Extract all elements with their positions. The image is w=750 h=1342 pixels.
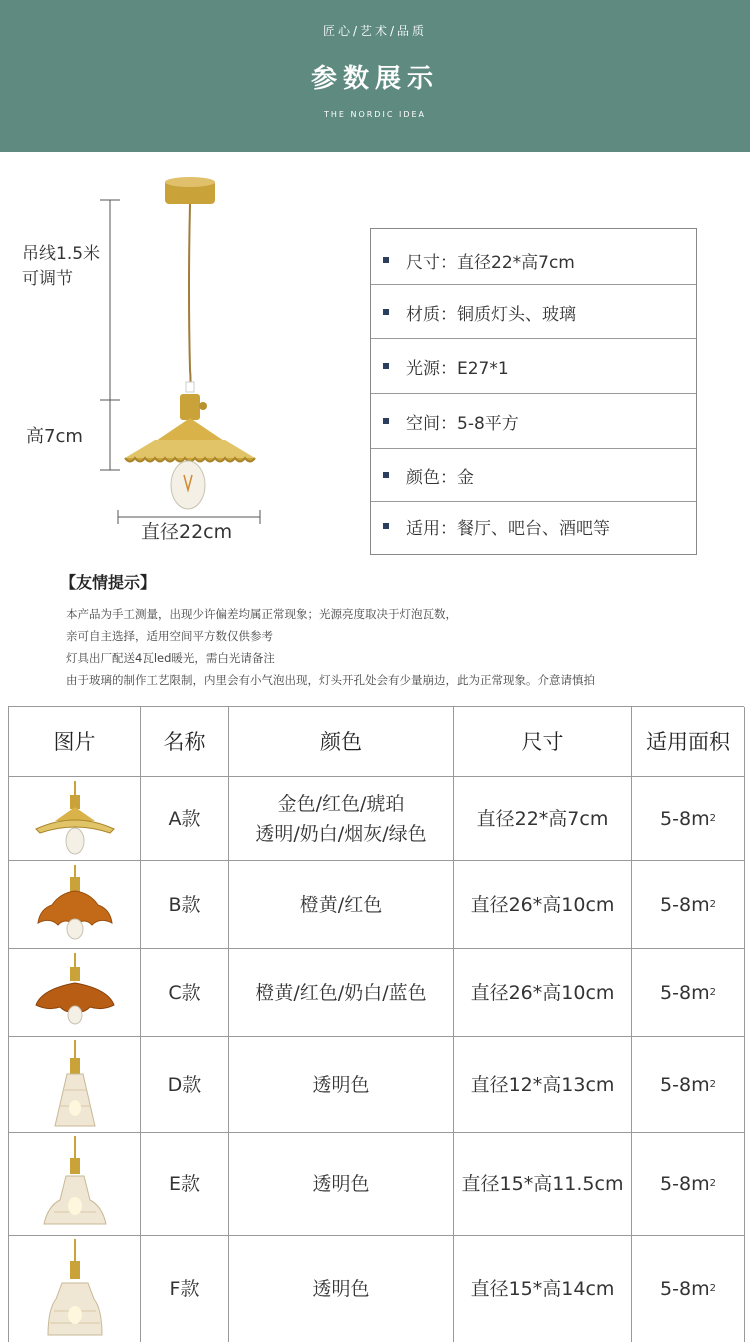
lamp-b-image xyxy=(30,865,120,945)
product-size-e: 直径15*高11.5cm xyxy=(454,1133,632,1236)
header-subtitle: THE NORDIC IDEA xyxy=(323,110,427,119)
product-color-e: 透明色 xyxy=(229,1133,454,1236)
lamp-f-image xyxy=(40,1239,110,1339)
spec-row-space xyxy=(371,394,696,448)
spec-text: 颜色：金 xyxy=(406,467,474,488)
product-size-b: 直径26*高10cm xyxy=(454,861,632,949)
note-line: 灯具出厂配送4瓦led暖光，需白光请备注 xyxy=(66,651,275,665)
lamp-a-image xyxy=(30,781,120,857)
product-size-c: 直径26*高10cm xyxy=(454,949,632,1037)
color-line-2: 透明/奶白/烟灰/绿色 xyxy=(255,822,427,845)
area-value: 5-8m xyxy=(660,893,710,916)
cord-adjustable-label: 可调节 xyxy=(22,269,73,289)
product-color-f: 透明色 xyxy=(229,1236,454,1342)
header-tagline: 匠心/艺术/品质 xyxy=(322,24,428,38)
color-line-1: 金色/红色/琥珀 xyxy=(277,792,405,815)
lamp-d-image xyxy=(45,1040,105,1130)
area-value: 5-8m xyxy=(660,1073,710,1096)
lamp-illustration xyxy=(0,170,360,560)
note-line: 本产品为手工测量，出现少许偏差均属正常现象；光源亮度取决于灯泡瓦数， xyxy=(66,607,457,621)
lamp-e-image xyxy=(40,1136,110,1232)
product-name-c: C款 xyxy=(141,949,229,1037)
header-title: 参数展示 xyxy=(310,64,439,94)
area-value: 5-8m xyxy=(660,1278,710,1300)
product-area-c: 5-8m 2 xyxy=(632,949,745,1037)
product-color-c: 橙黄/红色/奶白/蓝色 xyxy=(229,949,454,1037)
product-area-e: 5-8m 2 xyxy=(632,1133,745,1236)
product-color-b: 橙黄/红色 xyxy=(229,861,454,949)
spec-row-color xyxy=(371,448,696,502)
spec-box xyxy=(370,228,697,555)
product-area-d: 5-8m 2 xyxy=(632,1037,745,1133)
page-header xyxy=(0,0,750,152)
height-label: 高7cm xyxy=(26,426,83,447)
product-area-b: 5-8m 2 xyxy=(632,861,745,949)
area-value: 5-8m xyxy=(660,1173,710,1195)
spec-row-usage xyxy=(371,499,696,553)
table-header-area: 适用面积 xyxy=(632,707,745,777)
product-size-f: 直径15*高14cm xyxy=(454,1236,632,1342)
product-name-f: F款 xyxy=(141,1236,229,1342)
note-line: 亲可自主选择，适用空间平方数仅供参考 xyxy=(66,629,273,643)
table-header-size: 尺寸 xyxy=(454,707,632,777)
table-header-color: 颜色 xyxy=(229,707,454,777)
product-area-f: 5-8m 2 xyxy=(632,1236,745,1342)
bullet-icon xyxy=(383,309,389,315)
cord-length-label: 吊线1.5米 xyxy=(22,244,101,264)
spec-row-size xyxy=(371,233,696,287)
spec-text: 材质：铜质灯头、玻璃 xyxy=(406,304,576,325)
spec-text: 空间：5-8平方 xyxy=(406,413,519,434)
bullet-icon xyxy=(383,472,389,478)
spec-row-light-source xyxy=(371,339,696,393)
product-image-c xyxy=(9,949,141,1037)
product-image-a xyxy=(9,777,141,861)
product-image-b xyxy=(9,861,141,949)
notes-title: 【友情提示】 xyxy=(60,573,157,592)
area-value: 5-8m xyxy=(660,807,710,830)
product-name-e: E款 xyxy=(141,1133,229,1236)
bullet-icon xyxy=(383,523,389,529)
diameter-label: 直径22cm xyxy=(141,521,233,543)
table-header-name: 名称 xyxy=(141,707,229,777)
product-size-a: 直径22*高7cm xyxy=(454,777,632,861)
spec-text: 尺寸：直径22*高7cm xyxy=(406,252,575,273)
product-size-d: 直径12*高13cm xyxy=(454,1037,632,1133)
lamp-illustration-area xyxy=(0,170,360,560)
product-name-a: A款 xyxy=(141,777,229,861)
product-name-b: B款 xyxy=(141,861,229,949)
table-header-image: 图片 xyxy=(9,707,141,777)
spec-text: 光源：E27*1 xyxy=(406,358,509,379)
note-line: 由于玻璃的制作工艺限制，内里会有小气泡出现，灯头开孔处会有少量崩边，此为正常现象。介意请慎拍 xyxy=(66,673,595,687)
bullet-icon xyxy=(383,363,389,369)
spec-text: 适用：餐厅、吧台、酒吧等 xyxy=(406,518,610,539)
product-color-d: 透明色 xyxy=(229,1037,454,1133)
area-value: 5-8m xyxy=(660,981,710,1004)
lamp-c-image xyxy=(30,953,120,1033)
product-name-d: D款 xyxy=(141,1037,229,1133)
product-image-d xyxy=(9,1037,141,1133)
spec-row-material xyxy=(371,285,696,339)
product-color-a xyxy=(229,777,454,861)
product-table xyxy=(8,706,744,1342)
product-image-e xyxy=(9,1133,141,1236)
bullet-icon xyxy=(383,257,389,263)
bullet-icon xyxy=(383,418,389,424)
product-image-f xyxy=(9,1236,141,1342)
product-area-a: 5-8m 2 xyxy=(632,777,745,861)
